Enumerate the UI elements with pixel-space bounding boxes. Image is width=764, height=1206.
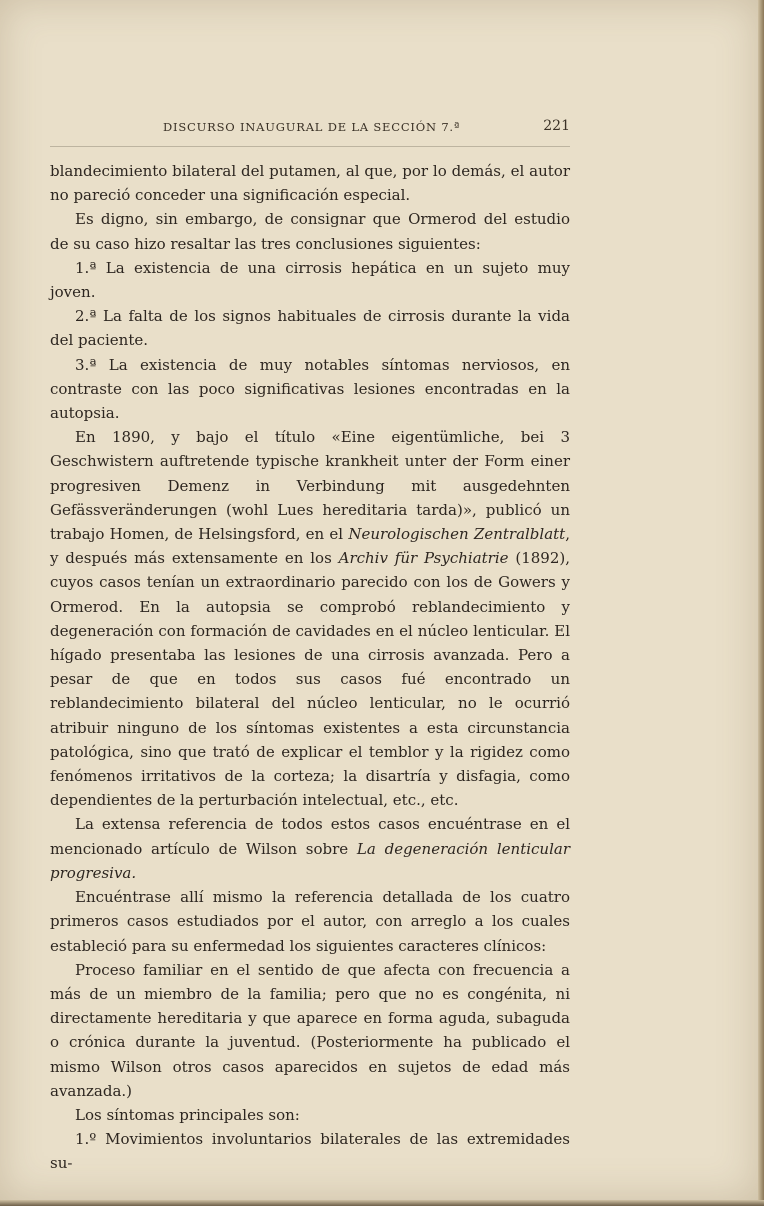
page-number: 221: [543, 118, 570, 134]
paragraph-symptoms: Los síntomas principales son:: [75, 1105, 300, 1124]
page-edge-right: [758, 0, 764, 1206]
page-edge-bottom: [0, 1200, 764, 1206]
conclusion-2: 2.ª La falta de los signos habituales de cirrosis durante la vida del paciente.: [50, 307, 570, 350]
paragraph-1: blandecimiento bilateral del putamen, al que, por lo demás, el autor no pareció conceder una significación especial.: [50, 162, 570, 205]
paragraph-process: Proceso familiar en el sentido de que afecta con frecuencia a más de un miembro de la familia; pero que no es congénita, ni directamente hereditaria y que aparece en forma aguda, subaguda o crónica durante la juventud. (Posteriormente ha publicado el mismo Wilson otros casos aparecidos en sujetos de edad más avanzada.): [50, 960, 570, 1100]
paragraph-homen-part-1: En 1890, y bajo el título «Eine eigentümliche, bei 3 Geschwistern auftretende typische krankheit unter der Form einer progresiven Demenz in Verbindung mit ausgedehnten Gefässveränderungen (wohl Lues hereditaria tarda)», publicó un trabajo Homen, de Helsingsford, en el: [50, 428, 570, 544]
running-head: DISCURSO INAUGURAL DE LA SECCIÓN 7.ª: [163, 120, 461, 134]
header-rule: [50, 146, 570, 147]
body-text: [50, 159, 570, 1176]
paragraph-homen: [50, 425, 570, 812]
conclusion-1: 1.ª La existencia de una cirrosis hepática en un sujeto muy joven.: [50, 258, 570, 302]
paragraph-homen-part-2: , y después más extensamente en los: [50, 525, 570, 568]
paragraph-2: Es digno, sin embargo, de consignar que Ormerod del estudio de su caso hizo resaltar las tres conclusiones siguientes:: [50, 210, 570, 253]
paragraph-homen-part-3: (1892), cuyos casos tenían un extraordinario parecido con los de Gowers y Ormerod. En la autopsia se comprobó reblandecimiento y degeneración con formación de cavidades en el núcleo lenticular. El hígado presentaba las lesiones de una cirrosis avanzada. Pero a pesar de que en todos sus casos fué encontrado un reblandecimiento bilateral del núcleo lenticular, no le ocurrió atribuir ninguno de los síntomas existentes a esta circunstancia patológica, sino que trató de explicar el temblor y la rigidez como fenómenos irritativos de la corteza; la disartría y disfagia, como dependientes de la perturbación intelectual, etc., etc.: [50, 549, 571, 810]
journal-title-1: Neurologischen Zentralblatt: [348, 525, 566, 544]
paragraph-reference: [50, 812, 570, 885]
paragraph-reference-text: La extensa referencia de todos estos casos encuéntrase en el mencionado artículo de Wilson sobre: [50, 815, 570, 858]
page-header: [50, 116, 570, 140]
journal-title-2: Archiv für Psychiatrie: [338, 549, 509, 568]
paragraph-cases: Encuéntrase allí mismo la referencia detallada de los cuatro primeros casos estudiados por el autor, con arreglo a los cuales estableció para su enfermedad los siguientes caracteres clínicos:: [50, 888, 570, 955]
article-title: La degeneración lenticular progresiva.: [50, 839, 571, 882]
conclusion-3: 3.ª La existencia de muy notables síntomas nerviosos, en contraste con las poco significativas lesiones encontradas en la autopsia.: [50, 355, 570, 423]
symptom-1: 1.º Movimientos involuntarios bilaterales de las extremidades su-: [50, 1130, 570, 1173]
